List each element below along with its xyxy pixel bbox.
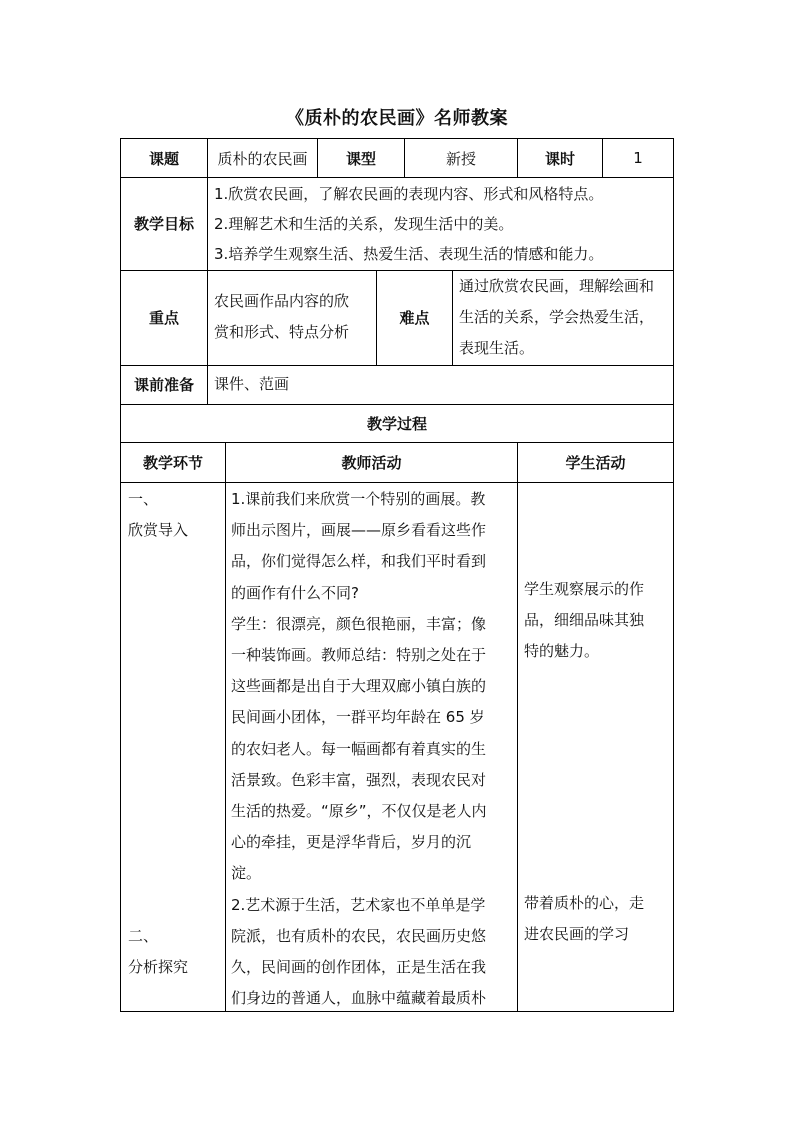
stage-two — [128, 921, 223, 983]
stage-number: 一、 — [128, 490, 159, 508]
goal-item: 1.欣赏农民画，了解农民画的表现内容、形式和风格特点。 — [214, 185, 604, 203]
key-label: 重点 — [148, 309, 179, 327]
student-line: 带着质朴的心，走 — [524, 894, 645, 912]
teacher-line: 久，民间画的创作团体，正是生活在我 — [231, 958, 487, 977]
difficulty-content — [459, 270, 673, 365]
teacher-line: 们身边的普通人，血脉中蕴藏着最质朴 — [231, 989, 487, 1008]
teacher-line: 的画作有什么不同? — [231, 583, 359, 602]
goal-item: 2.理解艺术和生活的关系，发现生活中的美。 — [214, 215, 514, 233]
page-title: 《质朴的农民画》名师教案 — [286, 108, 508, 129]
stage-title: 欣赏导入 — [128, 521, 189, 539]
teacher-line: 一种装饰画。教师总结：特别之处在于 — [231, 646, 487, 665]
key-content — [214, 270, 374, 365]
goals-label: 教学目标 — [133, 215, 194, 233]
teacher-line: 师出示图片，画展——原乡看看这些作 — [231, 521, 487, 540]
teacher-line: 院派，也有质朴的农民，农民画历史悠 — [231, 926, 487, 945]
subject-label: 课题 — [148, 149, 179, 168]
teacher-line: 活景致。色彩丰富，强烈，表现农民对 — [231, 770, 487, 789]
prep-value: 课件、范画 — [214, 375, 290, 393]
difficulty-line: 生活的关系，学会热爱生活， — [459, 308, 655, 326]
goal-item: 3.培养学生观察生活、热爱生活、表现生活的情感和能力。 — [214, 245, 604, 263]
student-line: 进农民画的学习 — [524, 925, 630, 943]
type-value: 新授 — [445, 149, 476, 168]
teacher-line: 品，你们觉得怎么样，和我们平时看到 — [231, 552, 487, 571]
key-line: 赏和形式、特点分析 — [214, 323, 350, 341]
difficulty-line: 表现生活。 — [459, 339, 535, 357]
teacher-line: 1.课前我们来欣赏一个特别的画展。教 — [231, 490, 486, 508]
teacher-line: 生活的热爱。“原乡”，不仅仅是老人内 — [231, 802, 487, 821]
teacher-line: 的农妇老人。每一幅画都有着真实的生 — [231, 739, 487, 758]
hours-label: 课时 — [544, 149, 575, 168]
type-label: 课型 — [345, 149, 376, 168]
lesson-plan-table — [120, 138, 674, 1012]
subject-value: 质朴的农民画 — [217, 149, 308, 168]
teacher-line: 这些画都是出自于大理双廊小镇白族的 — [231, 677, 487, 696]
process-heading: 教学过程 — [366, 414, 427, 433]
student-activity-two — [524, 888, 672, 950]
student-line: 特的魅力。 — [524, 642, 600, 660]
prep-label: 课前准备 — [133, 376, 194, 394]
difficulty-label: 难点 — [399, 309, 430, 327]
stage-number: 二、 — [128, 927, 159, 945]
column-header-stage: 教学环节 — [142, 453, 203, 472]
stage-title: 分析探究 — [128, 958, 189, 976]
stage-one — [128, 484, 223, 546]
student-line: 学生观察展示的作 — [524, 580, 645, 598]
difficulty-line: 通过欣赏农民画，理解绘画和 — [459, 277, 655, 295]
column-header-teacher: 教师活动 — [341, 453, 402, 472]
teacher-line: 民间画小团体，一群平均年龄在 65 岁 — [231, 708, 485, 727]
teacher-line: 心的牵挂，更是浮华背后，岁月的沉 — [231, 833, 472, 852]
teacher-line: 2.艺术源于生活，艺术家也不单单是学 — [231, 895, 486, 914]
teacher-line: 学生：很漂亮，颜色很艳丽，丰富；像 — [231, 614, 487, 633]
student-line: 品，细细品味其独 — [524, 611, 645, 629]
student-activity-one — [524, 574, 672, 667]
teacher-activity — [231, 484, 515, 1014]
teacher-line: 淀。 — [231, 864, 262, 883]
column-header-student: 学生活动 — [565, 453, 626, 472]
hours-value: 1 — [633, 149, 643, 167]
goals-list — [214, 177, 672, 270]
key-line: 农民画作品内容的欣 — [214, 292, 350, 310]
